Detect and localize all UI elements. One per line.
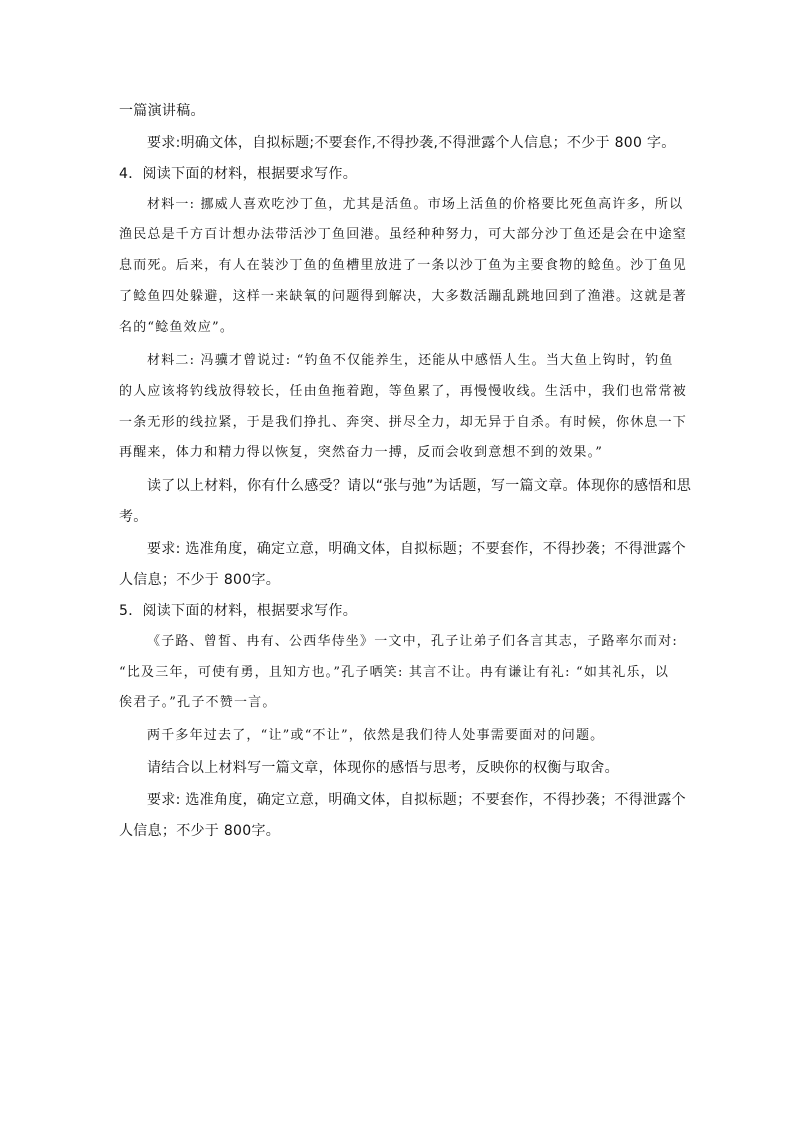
question-4-heading: 4．阅读下面的材料，根据要求写作。 [119, 166, 358, 182]
material-one-line: 渔民总是千方百计想办法带活沙丁鱼回港。虽经种种努力，可大部分沙丁鱼还是会在中途窒 [119, 227, 688, 242]
material-line: “比及三年，可使有勇，且知方也。”孔子哂笑: 其言不让。冉有谦让有礼: “如其礼乐，以 [119, 665, 670, 680]
prompt-line: 读了以上材料，你有什么感受？请以“张与弛”为话题，写一篇文章。体现你的感悟和思 [147, 478, 692, 494]
requirement-line: 要求: 选准角度，确定立意，明确文体，自拟标题；不要套作，不得抄袭；不得泄露个 [147, 541, 686, 557]
material-line: 《子路、曾皙、冉有、公西华侍坐》一文中，孔子让弟子们各言其志，子路率尔而对: [147, 634, 678, 649]
prompt-line: 考。 [119, 509, 148, 525]
question-5-heading: 5．阅读下面的材料，根据要求写作。 [119, 603, 358, 619]
requirement-line: 人信息；不少于 800字。 [119, 823, 281, 839]
material-two-line: 一条无形的线拉紧，于是我们挣扎、奔突、拼尽全力，却无异于自杀。有时候，你休息一下 [119, 415, 688, 430]
prompt-line: 请结合以上材料写一篇文章，体现你的感悟与思考，反映你的权衡与取舍。 [147, 760, 619, 776]
material-line: 两千多年过去了，“让”或“不让”，依然是我们待人处事需要面对的问题。 [147, 728, 605, 743]
material-two-line: 的人应该将钓线放得较长，任由鱼拖着跑，等鱼累了，再慢慢收线。生活中，我们也常常被 [119, 384, 688, 399]
material-line: 俟君子。”孔子不赞一言。 [119, 695, 277, 710]
material-two-line: 材料二: 冯骥才曾说过: “钓鱼不仅能养生，还能从中感悟人生。当大鱼上钩时，钓鱼 [147, 353, 674, 368]
material-one-line: 名的“鲶鱼效应”。 [119, 320, 235, 335]
material-two-line: 再醒来，体力和精力得以恢复，突然奋力一搏，反而会收到意想不到的效果。” [119, 445, 604, 460]
material-one-line: 息而死。后来，有人在装沙丁鱼的鱼槽里放进了一条以沙丁鱼为主要食物的鲶鱼。沙丁鱼见 [119, 258, 688, 273]
requirement-line: 要求: 选准角度，确定立意，明确文体，自拟标题；不要套作，不得抄袭；不得泄露个 [147, 792, 686, 808]
text-line: 一篇演讲稿。 [119, 103, 205, 119]
material-one-line: 了鲶鱼四处躲避，这样一来缺氧的问题得到解决，大多数活蹦乱跳地回到了渔港。这就是著 [119, 289, 688, 304]
requirement-line: 人信息；不少于 800字。 [119, 572, 281, 588]
material-one-line: 材料一: 挪威人喜欢吃沙丁鱼，尤其是活鱼。市场上活鱼的价格要比死鱼高许多，所以 [147, 197, 684, 212]
requirement-line: 要求:明确文体，自拟标题;不要套作,不得抄袭,不得泄露个人信息；不少于 800 字。 [147, 135, 676, 151]
